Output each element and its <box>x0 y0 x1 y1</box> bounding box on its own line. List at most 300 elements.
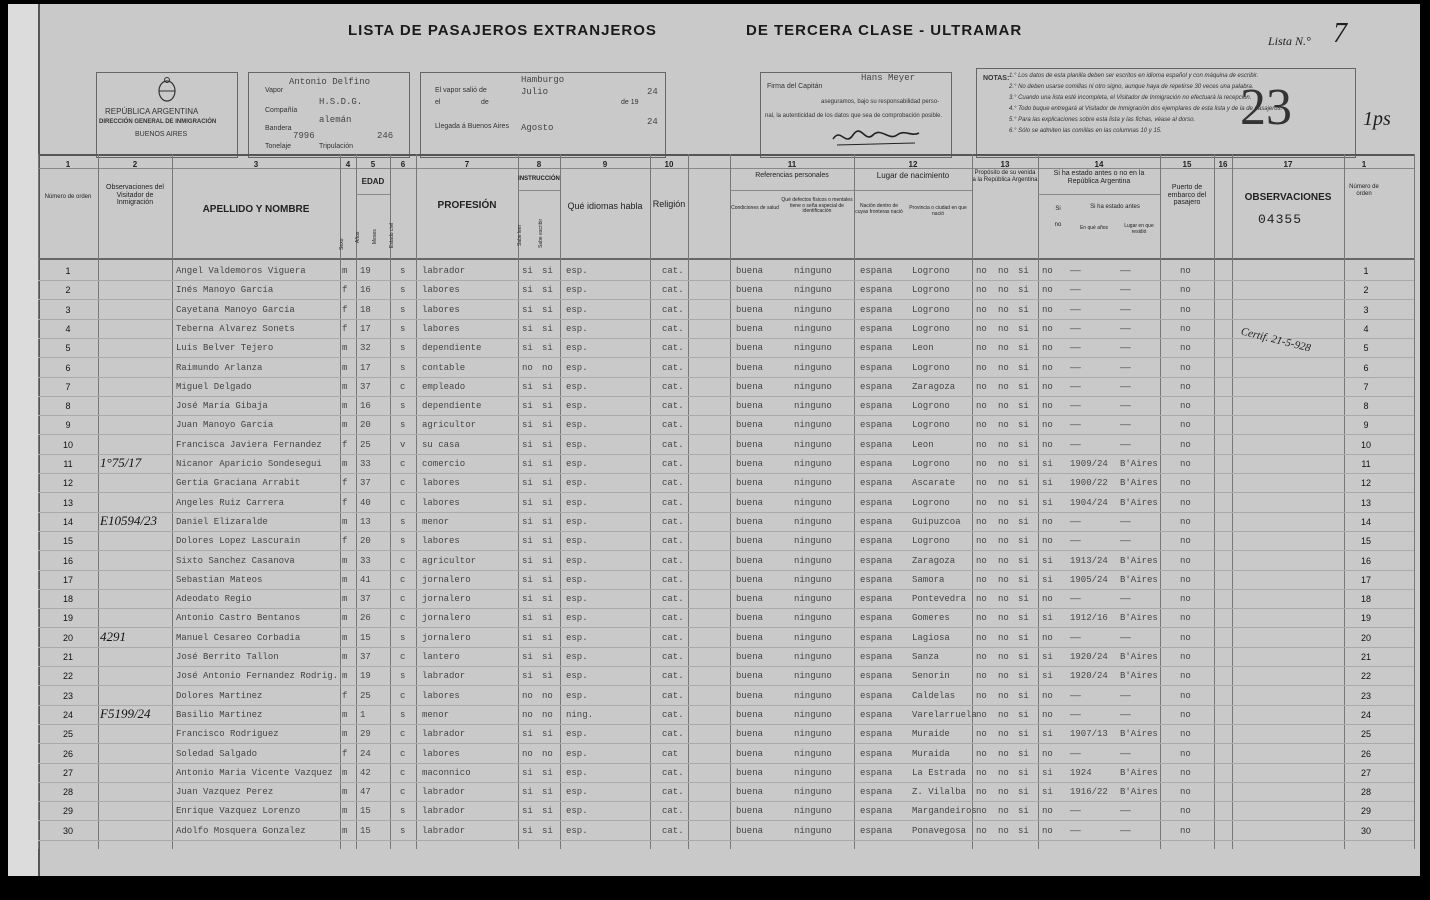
row-number: 28 <box>62 787 73 798</box>
subheader-rule <box>356 194 390 195</box>
can-read: si <box>522 285 533 296</box>
residence: —— <box>1120 709 1131 720</box>
row-number: 3 <box>65 304 71 315</box>
column-header: Nación dentro de cuyas fronteras nació <box>855 203 903 215</box>
age: 37 <box>360 594 371 605</box>
residence: —— <box>1120 266 1131 276</box>
can-write: si <box>542 652 553 662</box>
birth-place: Leon <box>912 439 934 450</box>
civil-status: c <box>400 594 406 605</box>
been-before: si <box>1042 652 1053 662</box>
departure-year: 24 <box>647 87 658 97</box>
purpose-1: no <box>976 266 987 276</box>
can-read: si <box>522 729 533 740</box>
defects: ninguno <box>794 690 832 701</box>
defects: ninguno <box>794 497 832 508</box>
residence: B'Aires <box>1120 652 1158 662</box>
row-rule <box>38 280 1414 281</box>
purpose-2: no <box>998 555 1009 566</box>
row-number-right: 17 <box>1360 574 1371 585</box>
row-rule <box>38 338 1414 339</box>
purpose-1: no <box>976 516 987 527</box>
civil-status: c <box>400 613 406 624</box>
captain-name: Hans Meyer <box>861 73 916 83</box>
can-write: si <box>542 632 553 643</box>
row-rule <box>38 319 1414 320</box>
row-rule <box>38 550 1414 551</box>
row-rule <box>38 454 1414 455</box>
purpose-2: no <box>998 671 1009 682</box>
purpose-1: no <box>976 806 987 817</box>
languages: esp. <box>566 574 588 585</box>
row-number-right: 9 <box>1363 420 1369 431</box>
purpose-2: no <box>998 806 1009 817</box>
purpose-3: si <box>1018 285 1029 296</box>
civil-status: c <box>400 729 406 740</box>
years: 1912/16 <box>1070 613 1108 624</box>
health: buena <box>736 574 764 585</box>
purpose-2: no <box>998 381 1009 392</box>
column-header: Condiciones de salud <box>731 205 779 211</box>
birth-place: Ponavegosa <box>912 825 967 836</box>
can-write: si <box>542 594 553 605</box>
age: 33 <box>360 459 371 469</box>
civil-status: s <box>400 516 406 527</box>
religion: cat. <box>662 285 684 296</box>
purpose-3: si <box>1018 748 1029 759</box>
profession: labores <box>422 285 460 296</box>
defects: ninguno <box>794 381 832 392</box>
birth-place: Logrono <box>912 459 950 469</box>
column-rule <box>356 154 357 849</box>
embark-port: no <box>1180 709 1191 720</box>
embark-port: no <box>1180 497 1191 508</box>
health: buena <box>736 285 764 296</box>
column-number: 4 <box>345 160 351 169</box>
age: 15 <box>360 806 371 817</box>
visitor-note: 4291 <box>100 628 126 644</box>
age: 41 <box>360 574 371 585</box>
passenger-name: Soledad Salgado <box>176 748 258 759</box>
age: 20 <box>360 536 371 547</box>
row-number: 11 <box>63 459 73 469</box>
embark-port: no <box>1180 420 1191 431</box>
defects: ninguno <box>794 323 832 334</box>
languages: esp. <box>566 632 588 643</box>
health: buena <box>736 343 764 354</box>
years: 1905/24 <box>1070 574 1108 585</box>
religion: cat. <box>662 266 684 276</box>
row-number-right: 30 <box>1360 825 1371 836</box>
health: buena <box>736 304 764 315</box>
purpose-1: no <box>976 401 987 412</box>
can-read: si <box>522 497 533 508</box>
row-rule <box>38 473 1414 474</box>
column-header: no <box>1054 222 1062 228</box>
birth-place: Caldelas <box>912 690 956 701</box>
column-header: Referencias personales <box>755 172 829 179</box>
languages: esp. <box>566 323 588 334</box>
languages: esp. <box>566 478 588 489</box>
age: 37 <box>360 381 371 392</box>
row-number-right: 1 <box>1363 266 1369 276</box>
row-rule <box>38 685 1414 686</box>
can-write: si <box>542 266 553 276</box>
age: 42 <box>360 767 371 778</box>
civil-status: c <box>400 748 406 759</box>
age: 15 <box>360 632 371 643</box>
birth-place: Samora <box>912 574 945 585</box>
civil-status: c <box>400 459 406 469</box>
visitor-note: F5199/24 <box>100 705 151 721</box>
captain-box: Firma del Capitán Hans Meyer aseguramos, bajo su responsabilidad perso- nal, la autenticidad de los datos que sea de comprobación posible. <box>760 72 952 158</box>
can-write: si <box>542 323 553 334</box>
embark-port: no <box>1180 613 1191 624</box>
embark-port: no <box>1180 536 1191 547</box>
years: —— <box>1070 709 1081 720</box>
defects: ninguno <box>794 594 832 605</box>
been-before: no <box>1042 285 1053 296</box>
embark-port: no <box>1180 671 1191 682</box>
age: 26 <box>360 613 371 624</box>
sex: m <box>342 632 348 643</box>
row-number-right: 5 <box>1363 343 1369 354</box>
defects: ninguno <box>794 613 832 624</box>
column-header: Qué defectos físicos o mentales tiene o seña especial de identificación <box>781 197 853 214</box>
birth-nation: espana <box>860 401 893 412</box>
can-read: si <box>522 401 533 412</box>
row-number: 24 <box>62 709 73 720</box>
table-top-rule <box>38 154 1414 156</box>
birth-place: Muraide <box>912 729 950 740</box>
birth-nation: espana <box>860 343 893 354</box>
notes-box: NOTAS: 1.° Los datos de esta planilla deben ser escritos en idioma español y con máquina de escribir. 2.° No deben usarse comillas ni otro signo, aunque haya de repetirse 30 veces una palabra. 3.° Cuando una lista esté incompleta, el Visitador de Inmigración no efectuará la recepción. 4.° Todo buque entregará al Visitador de Inmigración dos ejemplares de esta lista y de la de pasajeros. 5.° Para las explicaciones sobre esta lista y las fichas, véase al dorso. 6.° Sólo se admiten las comillas en las columnas 10 y 15. <box>976 68 1356 158</box>
languages: esp. <box>566 613 588 624</box>
column-header: Sabe leer <box>517 224 523 246</box>
languages: esp. <box>566 594 588 605</box>
column-header: En qué años <box>1079 225 1109 231</box>
civil-status: s <box>400 671 406 682</box>
health: buena <box>736 806 764 817</box>
languages: esp. <box>566 401 588 412</box>
been-before: no <box>1042 323 1053 334</box>
passenger-name: Gertia Graciana Arrabit <box>176 478 301 489</box>
defects: ninguno <box>794 555 832 566</box>
health: buena <box>736 381 764 392</box>
years: 1900/22 <box>1070 478 1108 489</box>
column-number: 8 <box>536 160 542 169</box>
column-number: 1 <box>1361 160 1367 169</box>
health: buena <box>736 323 764 334</box>
can-read: si <box>522 304 533 315</box>
birth-place: Logrono <box>912 401 950 412</box>
profession: menor <box>422 709 450 720</box>
visitor-note: 1°75/17 <box>100 455 142 470</box>
purpose-1: no <box>976 574 987 585</box>
row-rule <box>38 647 1414 648</box>
age: 37 <box>360 652 371 662</box>
birth-place: Logrono <box>912 420 950 431</box>
can-write: si <box>542 439 553 450</box>
row-rule <box>38 627 1414 628</box>
birth-place: Zaragoza <box>912 381 956 392</box>
passenger-name: Francisca Javiera Fernandez <box>176 439 322 450</box>
profession: agricultor <box>422 555 477 566</box>
purpose-2: no <box>998 266 1009 276</box>
row-number: 17 <box>62 574 73 585</box>
can-read: si <box>522 516 533 527</box>
religion: cat. <box>662 767 684 778</box>
years: —— <box>1070 362 1081 373</box>
can-write: si <box>542 401 553 412</box>
age: 16 <box>360 285 371 296</box>
been-before: no <box>1042 748 1053 759</box>
been-before: no <box>1042 362 1053 373</box>
column-rule <box>1160 154 1161 849</box>
purpose-2: no <box>998 304 1009 315</box>
row-number-right: 3 <box>1363 304 1369 315</box>
row-rule <box>38 492 1414 493</box>
birth-place: Logrono <box>912 497 950 508</box>
can-write: si <box>542 343 553 354</box>
age: 1 <box>360 709 366 720</box>
column-number: 13 <box>1000 160 1010 169</box>
purpose-3: si <box>1018 323 1029 334</box>
age: 33 <box>360 555 371 566</box>
embark-port: no <box>1180 516 1191 527</box>
row-number-right: 24 <box>1360 709 1371 720</box>
health: buena <box>736 632 764 643</box>
sex: f <box>342 690 348 701</box>
row-rule <box>38 724 1414 725</box>
residence: —— <box>1120 806 1131 817</box>
purpose-1: no <box>976 671 987 682</box>
birth-nation: espana <box>860 825 893 836</box>
can-read: si <box>522 787 533 798</box>
sex: f <box>342 748 348 759</box>
embark-port: no <box>1180 478 1191 489</box>
purpose-2: no <box>998 729 1009 740</box>
passenger-name: Manuel Cesareo Corbadia <box>176 632 301 643</box>
defects: ninguno <box>794 401 832 412</box>
languages: ning. <box>566 709 594 720</box>
purpose-1: no <box>976 825 987 836</box>
birth-place: Logrono <box>912 266 950 276</box>
defects: ninguno <box>794 459 832 469</box>
column-header: PROFESIÓN <box>437 200 497 211</box>
row-number: 22 <box>62 671 73 682</box>
civil-status: s <box>400 806 406 817</box>
purpose-3: si <box>1018 497 1029 508</box>
purpose-1: no <box>976 787 987 798</box>
years: 1920/24 <box>1070 652 1108 662</box>
years: —— <box>1070 304 1081 315</box>
column-rule <box>390 154 391 849</box>
purpose-3: si <box>1018 459 1029 469</box>
been-before: si <box>1042 574 1053 585</box>
purpose-2: no <box>998 420 1009 431</box>
been-before: no <box>1042 536 1053 547</box>
row-number: 14 <box>62 516 73 527</box>
vessel-box: Vapor Antonio Delfino Compañía H.S.D.G. Bandera alemán Tonelaje 7996 Tripulación 246 <box>248 72 410 158</box>
passenger-name: Adolfo Mosquera Gonzalez <box>176 825 306 836</box>
been-before: no <box>1042 439 1053 450</box>
can-read: si <box>522 806 533 817</box>
languages: esp. <box>566 555 588 566</box>
age: 32 <box>360 343 371 354</box>
row-number: 26 <box>62 748 73 759</box>
profession: labores <box>422 323 460 334</box>
column-rule <box>1414 154 1415 849</box>
age: 19 <box>360 266 371 276</box>
row-number: 21 <box>62 652 73 662</box>
religion: cat. <box>662 516 684 527</box>
can-write: si <box>542 729 553 740</box>
embark-port: no <box>1180 304 1191 315</box>
been-before: si <box>1042 767 1053 778</box>
column-number: 10 <box>664 160 674 169</box>
vessel-company: H.S.D.G. <box>319 97 363 107</box>
passenger-name: Sebastian Mateos <box>176 574 263 585</box>
purpose-3: si <box>1018 266 1029 276</box>
column-rule <box>98 154 99 849</box>
passenger-name: Daniel Elizaralde <box>176 516 268 527</box>
age: 20 <box>360 420 371 431</box>
birth-nation: espana <box>860 555 893 566</box>
birth-nation: espana <box>860 632 893 643</box>
civil-status: s <box>400 304 406 315</box>
defects: ninguno <box>794 478 832 489</box>
been-before: no <box>1042 690 1053 701</box>
sex: m <box>342 266 348 276</box>
years: —— <box>1070 401 1081 412</box>
age: 19 <box>360 671 371 682</box>
years: —— <box>1070 536 1081 547</box>
birth-place: Logrono <box>912 304 950 315</box>
birth-nation: espana <box>860 536 893 547</box>
row-number: 27 <box>62 767 73 778</box>
can-read: si <box>522 613 533 624</box>
purpose-2: no <box>998 652 1009 662</box>
sex: m <box>342 574 348 585</box>
birth-nation: espana <box>860 420 893 431</box>
side-annotation: Certif. 21-5-928 <box>1239 325 1312 355</box>
row-rule <box>38 608 1414 609</box>
observaciones-stamp: 04355 <box>1258 212 1303 227</box>
years: 1909/24 <box>1070 459 1108 469</box>
can-read: no <box>522 748 533 759</box>
column-header: Si ha estado antes o no en la República Argentina <box>1053 170 1145 185</box>
embark-port: no <box>1180 362 1191 373</box>
title-right: DE TERCERA CLASE - ULTRAMAR <box>746 22 1023 39</box>
been-before: si <box>1042 671 1053 682</box>
column-rule <box>172 154 173 849</box>
purpose-3: si <box>1018 613 1029 624</box>
row-rule <box>38 396 1414 397</box>
years: 1916/22 <box>1070 787 1108 798</box>
been-before: no <box>1042 516 1053 527</box>
been-before: no <box>1042 420 1053 431</box>
birth-place: Margandeiros <box>912 806 977 817</box>
vessel-tonnage: 7996 <box>293 131 315 141</box>
column-rule <box>340 154 341 849</box>
purpose-2: no <box>998 613 1009 624</box>
purpose-1: no <box>976 709 987 720</box>
purpose-2: no <box>998 362 1009 373</box>
purpose-1: no <box>976 362 987 373</box>
row-number-right: 19 <box>1360 613 1371 624</box>
row-rule <box>38 589 1414 590</box>
health: buena <box>736 690 764 701</box>
civil-status: v <box>400 439 406 450</box>
civil-status: s <box>400 420 406 431</box>
health: buena <box>736 362 764 373</box>
column-header: Propósito de su venida a la República Argentina <box>972 170 1038 183</box>
defects: ninguno <box>794 767 832 778</box>
row-number-right: 7 <box>1363 381 1369 392</box>
column-header: Provincia o ciudad en que nació <box>909 205 967 217</box>
profession: contable <box>422 362 466 373</box>
embark-port: no <box>1180 690 1191 701</box>
purpose-1: no <box>976 459 987 469</box>
health: buena <box>736 787 764 798</box>
embark-port: no <box>1180 343 1191 354</box>
can-write: si <box>542 806 553 817</box>
header-bottom-rule <box>38 258 1414 260</box>
purpose-3: si <box>1018 536 1029 547</box>
profession: empleado <box>422 381 466 392</box>
purpose-1: no <box>976 343 987 354</box>
defects: ninguno <box>794 439 832 450</box>
can-write: si <box>542 787 553 798</box>
purpose-1: no <box>976 555 987 566</box>
vessel-crew: 246 <box>377 131 394 141</box>
sex: f <box>342 323 348 334</box>
birth-nation: espana <box>860 439 893 450</box>
sex: f <box>342 439 348 450</box>
voyage-box: El vapor salió de Hamburgo el de Julio de 19 24 Llegada á Buenos Aires Agosto 24 <box>420 72 666 158</box>
age: 40 <box>360 497 371 508</box>
civil-status: s <box>400 632 406 643</box>
profession: jornalero <box>422 613 471 624</box>
profession: jornalero <box>422 594 471 605</box>
been-before: si <box>1042 613 1053 624</box>
sex: m <box>342 806 348 817</box>
row-number-right: 12 <box>1360 478 1371 489</box>
residence: B'Aires <box>1120 555 1158 566</box>
can-write: si <box>542 671 553 682</box>
defects: ninguno <box>794 285 832 296</box>
sex: f <box>342 304 348 315</box>
purpose-3: si <box>1018 343 1029 354</box>
column-number: 1 <box>65 160 71 169</box>
sex: m <box>342 787 348 798</box>
purpose-2: no <box>998 401 1009 412</box>
sex: m <box>342 362 348 373</box>
civil-status: s <box>400 285 406 296</box>
column-header: Lugar de nacimiento <box>876 171 950 180</box>
purpose-2: no <box>998 516 1009 527</box>
languages: esp. <box>566 671 588 682</box>
residence: —— <box>1120 748 1131 759</box>
been-before: si <box>1042 478 1053 489</box>
sex: m <box>342 459 348 469</box>
row-rule <box>38 415 1414 416</box>
departure-month: Julio <box>521 87 549 97</box>
purpose-2: no <box>998 709 1009 720</box>
years: —— <box>1070 825 1081 836</box>
column-number: 2 <box>132 160 138 169</box>
